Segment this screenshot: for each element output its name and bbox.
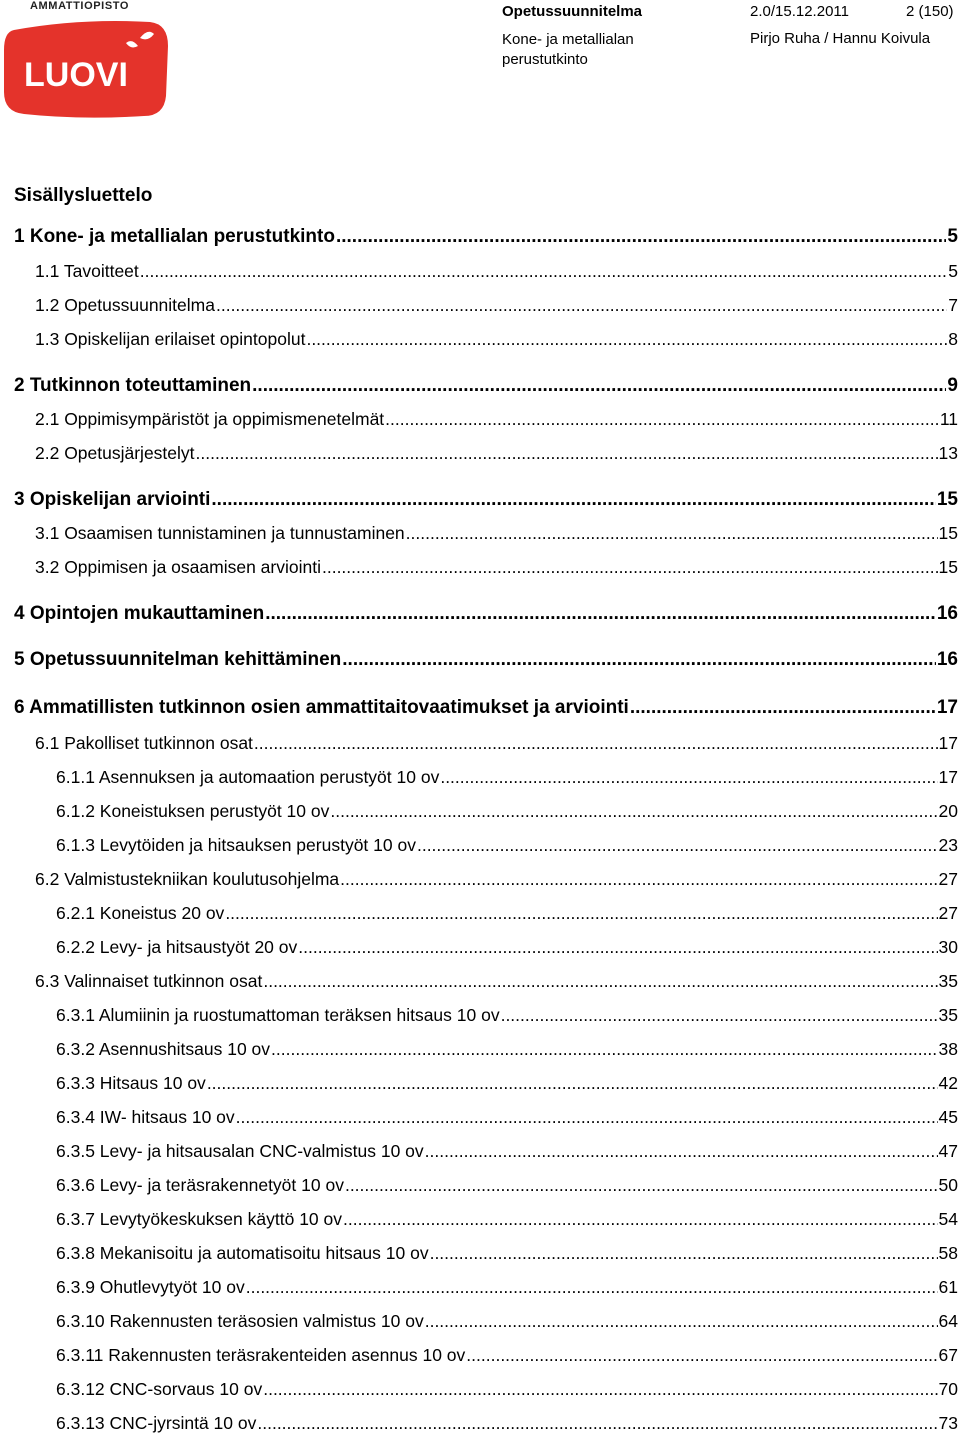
toc-entry-title: 6.3.2 Asennushitsaus 10 ov [56,1039,271,1059]
toc-entry-page: 7 [948,295,958,315]
toc-entry[interactable] [35,733,958,754]
toc-entry-title: 6.3.7 Levytyökeskuksen käyttö 10 ov [56,1209,342,1229]
toc-dot-leader [385,409,939,430]
toc-dot-leader [298,937,937,958]
toc-entry-page: 64 [938,1311,958,1331]
toc-entry-title: 6.2 Valmistustekniikan koulutusohjelma [35,869,340,889]
toc-entry-title: 3.2 Oppimisen ja osaamisen arviointi [35,557,321,577]
toc-dot-leader [225,903,937,924]
toc-entry[interactable] [56,1277,958,1298]
toc-dot-leader [263,1379,937,1400]
toc-entry-title: 6.2.1 Koneistus 20 ov [56,903,225,923]
toc-entry-page: 38 [938,1039,958,1059]
toc-dot-leader [322,557,938,578]
toc-entry-page: 17 [936,697,958,718]
toc-entry[interactable] [56,1073,958,1094]
header-authors: Pirjo Ruha / Hannu Koivula [750,30,931,47]
toc-entry[interactable] [35,971,958,992]
toc-entry-title: 6.3.3 Hitsaus 10 ov [56,1073,206,1093]
toc-entry-title: 6.3.4 IW- hitsaus 10 ov [56,1107,235,1127]
toc-dot-leader [246,1277,938,1298]
toc-entry[interactable] [56,1413,958,1434]
toc-dot-leader [440,767,937,788]
toc-entry-page: 5 [948,261,958,281]
toc-entry-title: 6.3.10 Rakennusten teräsosien valmistus 10 ov [56,1311,424,1331]
toc-entry[interactable] [14,603,958,625]
header-page-number: 2 (150) [906,3,954,20]
toc-entry-title: 6.3.11 Rakennusten teräsrakenteiden asennus 10 ov [56,1345,466,1365]
header-version: 2.0/15.12.2011 [750,3,849,20]
toc-entry[interactable] [56,903,958,924]
toc-entry-title: 6.1.2 Koneistuksen perustyöt 10 ov [56,801,330,821]
toc-dot-leader [630,697,936,719]
toc-entry-page: 23 [938,835,958,855]
toc-dot-leader [417,835,938,856]
toc-entry-page: 15 [936,489,958,510]
toc-title: Sisällysluettelo [14,185,153,206]
toc-dot-leader [236,1107,938,1128]
toc-entry-title: 6.3 Valinnaiset tutkinnon osat [35,971,263,991]
toc-entry-page: 27 [938,903,958,923]
toc-entry-page: 45 [938,1107,958,1127]
toc-entry-page: 17 [938,767,958,787]
toc-dot-leader [336,226,946,248]
toc-entry-title: 2 Tutkinnon toteuttaminen [14,375,252,396]
header-document-subtitle: Kone- ja metallialan perustutkinto [502,31,634,68]
toc-entry-title: 6.1 Pakolliset tutkinnon osat [35,733,253,753]
toc-entry-title: 1.1 Tavoitteet [35,261,139,281]
toc-entry-page: 16 [936,603,958,624]
toc-entry-page: 27 [938,869,958,889]
toc-entry[interactable] [35,523,958,544]
toc-entry[interactable] [56,1345,958,1366]
toc-dot-leader [425,1311,938,1332]
toc-entry-page: 42 [938,1073,958,1093]
toc-entry-title: 6.3.13 CNC-jyrsintä 10 ov [56,1413,257,1433]
toc-dot-leader [196,443,938,464]
header-document-title: Opetussuunnitelma [502,3,643,20]
toc-entry[interactable] [14,697,958,719]
toc-dot-leader [340,869,937,890]
toc-dot-leader [140,261,947,282]
toc-dot-leader [216,295,947,316]
toc-entry-title: 1.2 Opetussuunnitelma [35,295,215,315]
toc-entry[interactable] [56,1039,958,1060]
toc-entry-page: 50 [938,1175,958,1195]
toc-entry-title: 6.3.8 Mekanisoitu ja automatisoitu hitsaus 10 ov [56,1243,429,1263]
toc-entry-title: 6.1.1 Asennuksen ja automaation perustyöt 10 ov [56,767,440,787]
toc-dot-leader [501,1005,938,1026]
toc-entry-page: 30 [938,937,958,957]
toc-entry-title: 6.3.5 Levy- ja hitsausalan CNC-valmistus 10 ov [56,1141,424,1161]
toc-dot-leader [252,375,946,397]
toc-entry-title: 3 Opiskelijan arviointi [14,489,211,510]
toc-entry[interactable] [35,409,958,430]
toc-entry-title: 1.3 Opiskelijan erilaiset opintopolut [35,329,306,349]
toc-dot-leader [263,971,937,992]
toc-dot-leader [342,649,936,671]
toc-dot-leader [207,1073,938,1094]
toc-entry-page: 5 [947,226,958,247]
toc-entry[interactable] [14,226,958,248]
toc-entry[interactable] [56,1141,958,1162]
toc-entry[interactable] [35,329,958,350]
toc-entry-page: 8 [948,329,958,349]
toc-entry-page: 70 [938,1379,958,1399]
toc-dot-leader [425,1141,938,1162]
toc-dot-leader [406,523,938,544]
toc-entry-page: 67 [938,1345,958,1365]
toc-entry-title: 5 Opetussuunnitelman kehittäminen [14,649,342,670]
toc-dot-leader [265,603,936,625]
toc-entry-page: 35 [938,971,958,991]
toc-entry-page: 15 [938,523,958,543]
toc-entry-title: 2.2 Opetusjärjestelyt [35,443,195,463]
logo-brand-text: LUOVI [24,56,128,94]
organization-logo [0,0,172,124]
toc-entry[interactable] [14,649,958,671]
toc-entry[interactable] [56,1243,958,1264]
toc-entry[interactable] [56,1005,958,1026]
toc-entry-page: 17 [938,733,958,753]
toc-entry[interactable] [56,937,958,958]
toc-entry[interactable] [56,767,958,788]
toc-dot-leader [254,733,938,754]
toc-entry-title: 6.3.12 CNC-sorvaus 10 ov [56,1379,263,1399]
toc-entry[interactable] [56,1379,958,1400]
toc-dot-leader [345,1175,938,1196]
toc-entry-title: 3.1 Osaamisen tunnistaminen ja tunnustaminen [35,523,405,543]
toc-entry-title: 2.1 Oppimisympäristöt ja oppimismenetelmät [35,409,385,429]
toc-entry-page: 61 [938,1277,958,1297]
toc-entry-title: 6.3.1 Alumiinin ja ruostumattoman teräksen hitsaus 10 ov [56,1005,500,1025]
logo-top-text: AMMATTIOPISTO [30,0,130,12]
toc-entry-title: 6 Ammatillisten tutkinnon osien ammattitaitovaatimukset ja arviointi [14,697,629,718]
toc-entry[interactable] [56,1175,958,1196]
toc-entry[interactable] [56,1209,958,1230]
luovi-logo-icon [0,16,172,122]
toc-entry[interactable] [56,1311,958,1332]
toc-entry[interactable] [56,835,958,856]
toc-dot-leader [211,489,935,511]
toc-entry-page: 11 [939,409,958,429]
toc-entry[interactable] [14,375,958,397]
toc-entry-title: 6.2.2 Levy- ja hitsaustyöt 20 ov [56,937,298,957]
toc-entry-page: 47 [938,1141,958,1161]
toc-entry-page: 54 [938,1209,958,1229]
toc-dot-leader [343,1209,938,1230]
toc-dot-leader [306,329,947,350]
toc-entry-page: 13 [938,443,958,463]
toc-dot-leader [330,801,937,822]
toc-entry-title: 6.1.3 Levytöiden ja hitsauksen perustyöt 10 ov [56,835,416,855]
toc-dot-leader [257,1413,937,1434]
toc-entry-page: 16 [936,649,958,670]
toc-entry-page: 73 [938,1413,958,1433]
toc-entry[interactable] [56,1107,958,1128]
toc-entry[interactable] [35,295,958,316]
toc-entry[interactable] [35,557,958,578]
toc-entry-page: 9 [947,375,958,396]
toc-entry-page: 20 [938,801,958,821]
toc-entry-title: 1 Kone- ja metallialan perustutkinto [14,226,335,247]
toc-entry[interactable] [14,489,958,511]
toc-entry[interactable] [35,261,958,282]
toc-entry-title: 4 Opintojen mukauttaminen [14,603,265,624]
toc-dot-leader [466,1345,937,1366]
toc-entry-page: 35 [938,1005,958,1025]
toc-entry-page: 58 [938,1243,958,1263]
toc-dot-leader [271,1039,937,1060]
toc-entry-title: 6.3.9 Ohutlevytyöt 10 ov [56,1277,245,1297]
toc-entry[interactable] [56,801,958,822]
toc-entry[interactable] [35,869,958,890]
toc-entry-page: 15 [938,557,958,577]
toc-entry[interactable] [35,443,958,464]
toc-entry-title: 6.3.6 Levy- ja teräsrakennetyöt 10 ov [56,1175,344,1195]
toc-dot-leader [430,1243,938,1264]
